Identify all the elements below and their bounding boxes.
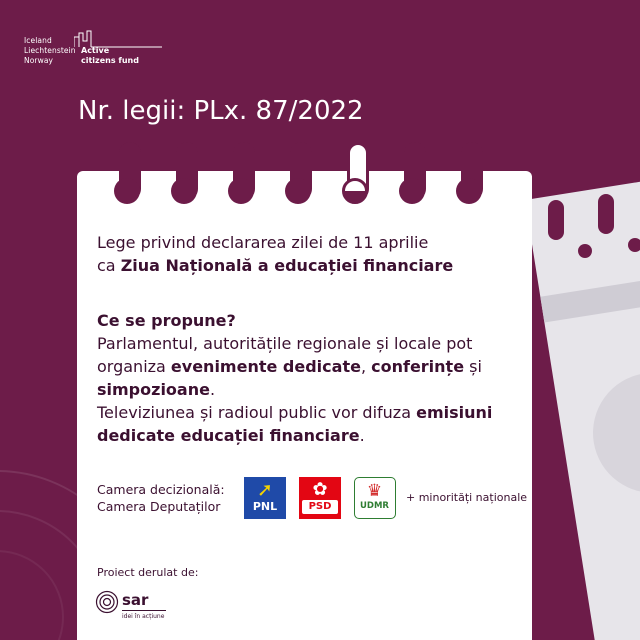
deciding-chamber [97,481,225,515]
proposal-highlight: conferințe [371,357,465,376]
page-band [540,253,640,322]
minorities-note: + minorități naționale [406,491,528,504]
fund-name-line2: citizens fund [81,56,139,65]
punch-hole-icon [399,178,425,204]
country-iceland: Iceland [24,36,52,45]
project-by-label: Proiect derulat de: [97,566,199,579]
proposal-text-part: Parlamentul, autoritățile regionale și locale pot organiza [97,334,473,376]
law-description [97,231,497,277]
fund-name [81,46,139,66]
deciding-chamber-label: Camera decizională: [97,482,225,497]
proposal-text-part: . [359,426,365,445]
punch-hole-icon [285,178,311,204]
punch-hole-icon [342,178,368,204]
law-description-prefix: ca [97,256,121,275]
page-circle [584,364,640,501]
proposal-question: Ce se propune? [97,311,236,330]
deciding-chamber-name: Camera Deputaților [97,499,221,514]
country-norway: Norway [24,56,54,65]
binder-ring-icon [548,200,564,240]
punch-hole-icon [456,178,482,204]
spiral-icon [95,590,119,614]
punch-hole-icon [628,238,640,252]
psd-party-logo [299,477,341,519]
sar-logo [95,590,185,630]
divider [122,610,166,611]
udmr-label: UDMR [360,501,389,511]
pnl-party-logo [244,477,286,519]
active-citizens-fund-logo [24,20,164,68]
law-description-highlight: Ziua Națională a educației financiare [120,256,454,275]
punch-hole-icon [228,178,254,204]
pnl-label: PNL [252,500,278,513]
sar-name: sar [122,591,149,609]
punch-hole-icon [171,178,197,204]
proposal-text-part: , [360,357,372,376]
country-liechtenstein: Liechtenstein [24,46,76,55]
proposal-text [97,332,522,447]
punch-hole-icon [578,244,592,258]
binder-ring-icon [598,194,614,234]
proposal-text-part: și [464,357,482,376]
back-notebook-page [525,156,640,640]
fund-name-line1: Active [81,46,110,55]
law-number-title: Nr. legii: PLx. 87/2022 [78,96,364,126]
proposal-text-part: Televiziunea și radioul public vor difuza [97,403,417,422]
proposal-highlight: emisiuni dedicate educației financiare [97,403,493,445]
rose-icon: ✿ [312,479,328,500]
proposal-highlight: evenimente dedicate [170,357,361,376]
donor-countries [24,36,76,66]
sar-tagline: idei în acțiune [122,613,165,620]
law-description-line1: Lege privind declararea zilei de 11 aprilie [97,233,429,252]
punch-hole-icon [114,178,140,204]
arrow-icon: ➚ [257,479,273,501]
udmr-party-logo [354,477,396,519]
tulip-icon: ♛ [366,481,383,501]
proposal-text-part: . [209,380,216,399]
psd-label: PSD [302,500,338,514]
proposal-highlight: simpozioane [97,380,210,399]
